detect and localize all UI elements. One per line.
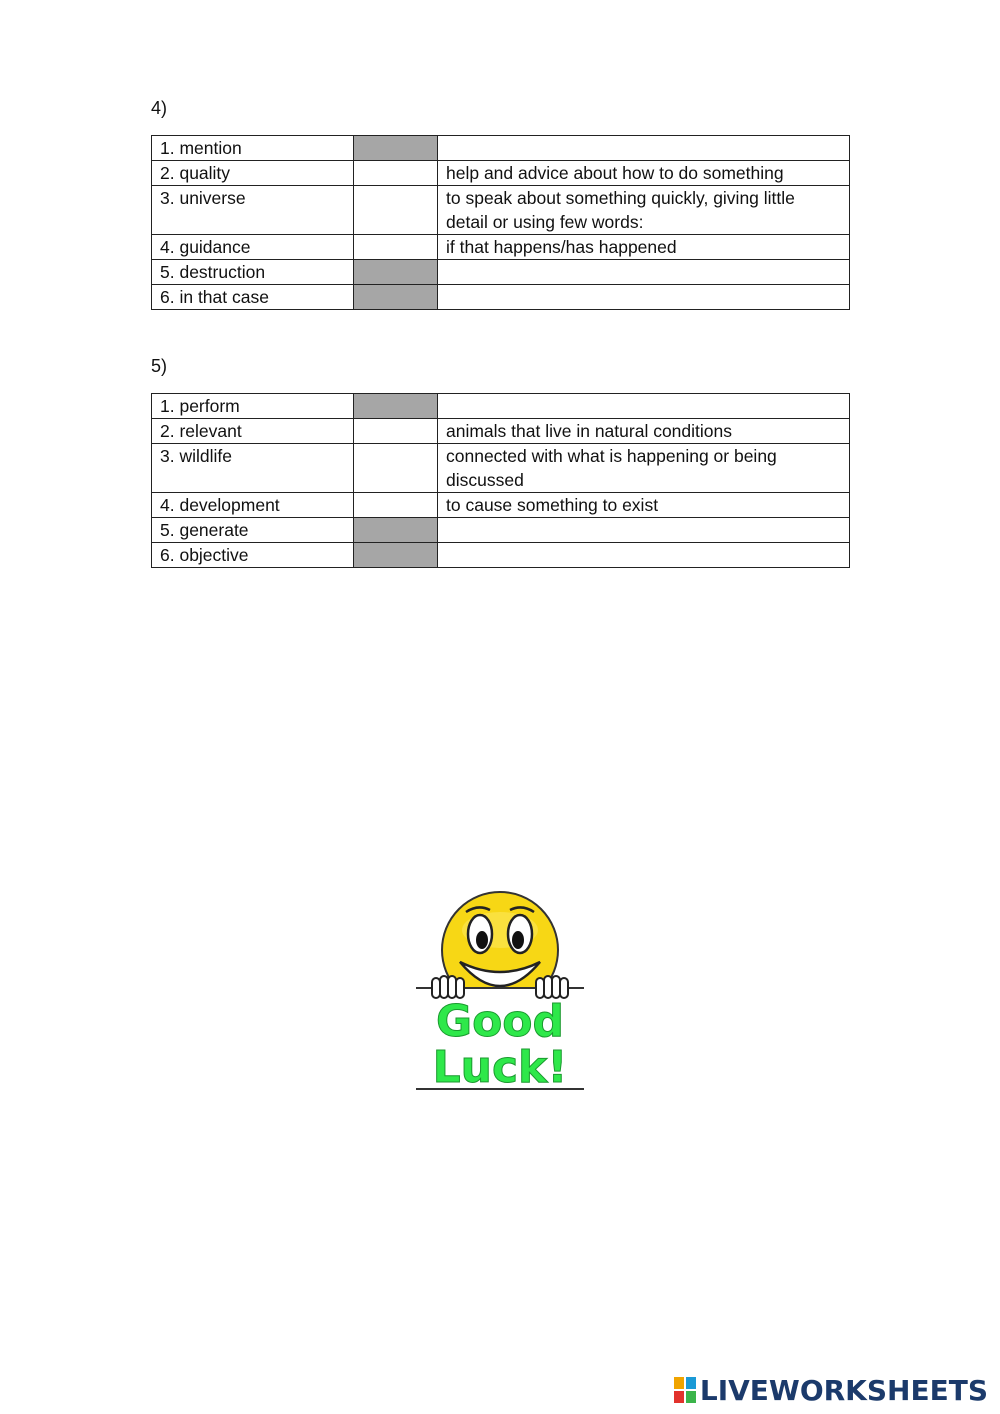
shaded-cell [354,543,438,568]
answer-input-cell[interactable] [354,493,438,518]
answer-input-cell[interactable] [354,186,438,235]
answer-input-cell[interactable] [354,161,438,186]
liveworksheets-brand-text: LIVEWORKSHEETS [699,1373,988,1407]
table-row [152,285,850,310]
table-row [152,161,850,186]
table-row [152,136,850,161]
definition-cell: to cause something to exist [438,493,850,518]
term-cell: 6. objective [152,543,354,568]
table-row [152,419,850,444]
answer-input-cell[interactable] [354,235,438,260]
smiley-icon [416,890,584,1090]
table-row [152,394,850,419]
term-cell: 5. generate [152,518,354,543]
term-cell: 6. in that case [152,285,354,310]
liveworksheets-logo [674,1374,988,1406]
matching-table-5 [151,393,850,568]
shaded-cell [354,518,438,543]
good-luck-line1: Good [435,996,565,1047]
definition-cell: help and advice about how to do something [438,161,850,186]
term-cell: 2. relevant [152,419,354,444]
table-row [152,235,850,260]
answer-input-cell[interactable] [354,419,438,444]
term-cell: 1. perform [152,394,354,419]
term-cell: 3. wildlife [152,444,354,493]
table-row [152,518,850,543]
definition-cell: if that happens/has happened [438,235,850,260]
section-4-label: 4) [151,98,168,118]
term-cell: 4. guidance [152,235,354,260]
definition-cell [438,260,850,285]
definition-cell: to speak about something quickly, giving little detail or using few words: [438,186,850,235]
definition-cell [438,285,850,310]
shaded-cell [354,285,438,310]
shaded-cell [354,136,438,161]
good-luck-smiley-image [416,890,584,1090]
answer-input-cell[interactable] [354,444,438,493]
definition-cell: animals that live in natural conditions [438,419,850,444]
table-row [152,444,850,493]
table-row [152,493,850,518]
definition-cell: connected with what is happening or being discussed [438,444,850,493]
term-cell: 1. mention [152,136,354,161]
term-cell: 5. destruction [152,260,354,285]
liveworksheets-logo-icon [674,1377,696,1403]
definition-cell [438,394,850,419]
good-luck-line2: Luck! [432,1042,568,1090]
shaded-cell [354,260,438,285]
definition-cell [438,543,850,568]
definition-cell [438,518,850,543]
definition-cell [438,136,850,161]
matching-table-4 [151,135,850,310]
term-cell: 2. quality [152,161,354,186]
shaded-cell [354,394,438,419]
table-row [152,186,850,235]
table-row [152,543,850,568]
term-cell: 4. development [152,493,354,518]
term-cell: 3. universe [152,186,354,235]
section-5-label: 5) [151,356,168,376]
table-row [152,260,850,285]
